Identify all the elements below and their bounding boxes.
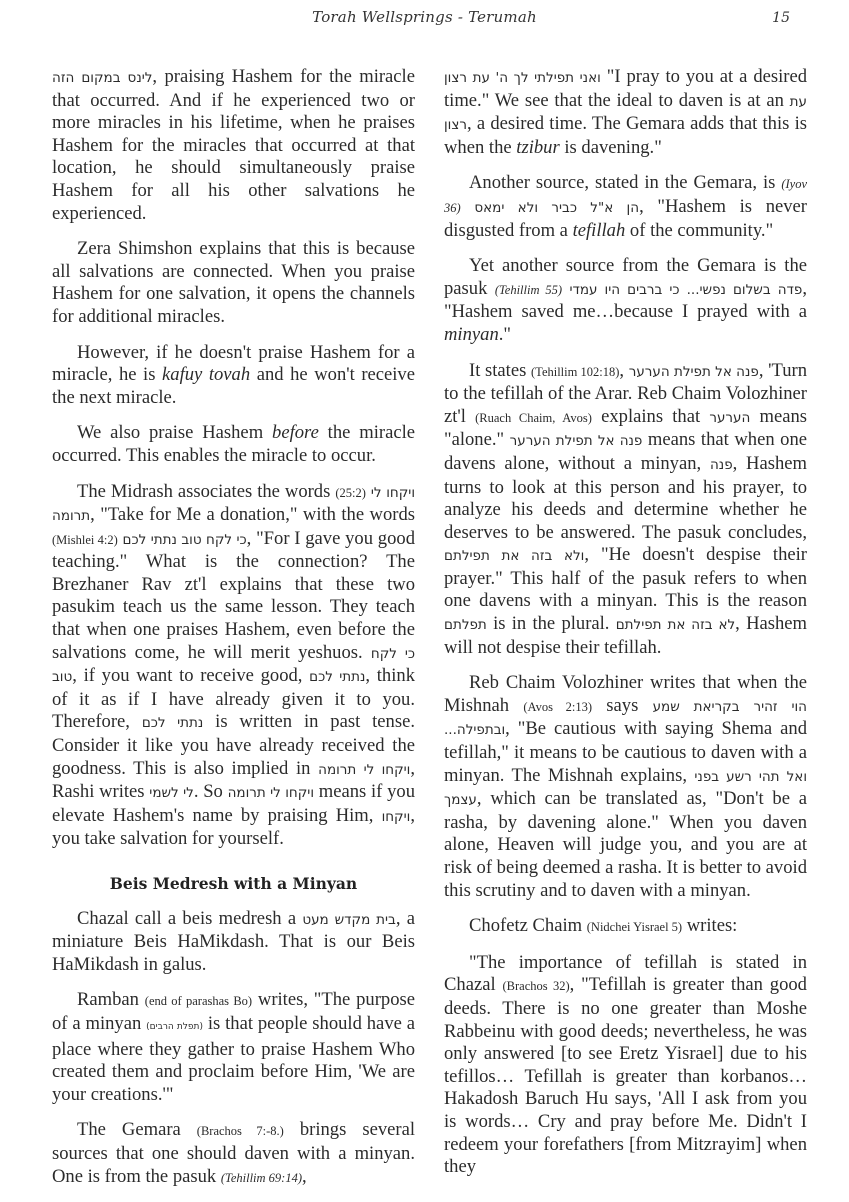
citation: (Brachos 32): [502, 979, 570, 994]
citation: (Tehillim 102:18): [531, 364, 620, 379]
citation: (Mishlei 4:2): [52, 532, 118, 547]
hebrew-text: לינס במקום הזה: [52, 70, 153, 86]
hebrew-text: לא בזה את תפילתם: [615, 617, 736, 634]
citation: (Brachos 7:-8.): [196, 1124, 284, 1139]
paragraph: Reb Chaim Volozhiner writes that when the Mishnah (Avos 2:13) says הוי זהיר בקריאת שמע ובתפילה..., "Be cautious with saying Shema and tefillah," it means to be cautious to daven with a minyan. The Mishnah explains, ואל תהי רשע בפני עצמך, which can be translated as, "Don't be a rasha, by davening alone." When you daven alone, Heaven will judge you, and you are at risk of being deemed a rasha. It is better to avoid this scrutiny and to daven with a minyan.: [444, 672, 807, 901]
hebrew-text: הערער: [709, 409, 751, 426]
citation: (Tehillim 55): [494, 282, 563, 297]
paragraph: The Midrash associates the words (25:2) ויקחו לי תרומה, "Take for Me a donation," with the words (Mishlei 4:2) כי לקח טוב נתתי לכם, "For I gave you good teaching." What is the connection? The Brezhaner Rav zt'l explains that these two pasukim teach us the same lesson. They teach that when one praises Hashem, even before the salvations come, he will merit yeshuos. כי לקח טוב, if you want to receive good, נתתי לכם, think of it as if I have already given it to you. Therefore, נתתי לכם is written in past tense. Consider it like you have already received the goodness. This is also implied in ויקחו לי תרומה, Rashi writes לי לשמי. So ויקחו לי תרומה means if you elevate Hashem's name by praising Him, ויקחו, you take salvation for yourself.: [52, 480, 416, 850]
citation: (Tehillim 69:14): [220, 1170, 303, 1185]
hebrew-text: בית מקדש מעט: [302, 911, 396, 928]
paragraph: Yet another source from the Gemara is the pasuk (Tehillim 55) פדה בשלום נפשי... כי ברבים היו עמדי, "Hashem saved me…because I prayed with a minyan.": [444, 255, 807, 345]
citation: (Avos 2:13): [523, 699, 593, 714]
paragraph: However, if he doesn't praise Hashem for a miracle, he is kafuy tovah and he won't receive the next miracle.: [52, 341, 415, 408]
page-header: [0, 6, 849, 36]
hebrew-text: (תפלת הרבים): [146, 1021, 203, 1032]
section-heading: Beis Medresh with a Minyan: [109, 874, 358, 893]
hebrew-text: פנה אל תפילת הערער: [509, 433, 643, 450]
hebrew-text: ואני תפילתי לך ה' עת רצון: [444, 70, 601, 86]
left-column: [52, 66, 415, 1202]
citation: (Iyov 36): [444, 177, 807, 215]
paragraph: Chazal call a beis medresh a בית מקדש מעט, a miniature Beis HaMikdash. That is our Beis HaMikdash in galus.: [52, 907, 415, 975]
paragraph: The Gemara (Brachos 7:-8.) brings several sources that one should daven with a minyan. One is from the pasuk (Tehillim 69:14),: [52, 1119, 416, 1187]
running-title: Torah Wellsprings - Terumah: [312, 8, 537, 26]
paragraph: לינס במקום הזה, praising Hashem for the miracle that occurred. And if he experienced two or more miracles in his lifetime, when he praises Hashem for the miracles that occurred at that location, he should simultaneously praise Hashem for all his other salvations he experienced.: [52, 66, 415, 224]
paragraph: "The importance of tefillah is stated in Chazal (Brachos 32), "Tefillah is greater than good deeds. There is no one greater than Moshe Rabbeinu with good deeds; nevertheless, he was only answered [to see Eretz Yisrael] due to his tefillos… Tefillah is greater than korbanos… Hakadosh Baruch Hu says, 'All I ask from you is words… Cry and pray before Me. Didn't I redeem your forefathers [from Mitzrayim] when they: [444, 951, 807, 1178]
hebrew-text: ויקחו: [381, 808, 411, 825]
hebrew-text: הוי זהיר בקריאת שמע ובתפילה...: [444, 698, 807, 739]
hebrew-text: ואל תהי רשע בפני עצמך: [444, 768, 807, 809]
hebrew-text: פנה אל תפילת הערער: [628, 363, 759, 380]
hebrew-text: ולא בזה את תפילתם: [444, 548, 585, 565]
citation: (Nidchei Yisrael 5): [586, 920, 683, 935]
hebrew-text: כי לקח טוב נתתי לכם: [122, 531, 247, 548]
hebrew-text: פנה: [709, 456, 733, 473]
hebrew-text: תפלתם: [444, 617, 487, 634]
citation: (end of parashas Bo): [144, 994, 253, 1009]
hebrew-text: פדה בשלום נפשי... כי ברבים היו עמדי: [569, 281, 803, 298]
citation: (25:2): [335, 485, 366, 500]
hebrew-text: נתתי לכם: [141, 715, 204, 732]
paragraph: We also praise Hashem before the miracle occurred. This enables the miracle to occur.: [52, 422, 415, 466]
page-number: 15: [772, 10, 790, 26]
hebrew-text: ויקחו לי תרומה: [227, 785, 314, 802]
paragraph: ואני תפילתי לך ה' עת רצון "I pray to you at a desired time." We see that the ideal to daven is at an עת רצון, a desired time. The Gemara adds that this is when the tzibur is davening.": [444, 66, 808, 158]
hebrew-text: לי לשמי: [149, 785, 194, 802]
paragraph: It states (Tehillim 102:18), פנה אל תפילת הערער, 'Turn to the tefillah of the Arar. Reb Chaim Volozhiner zt'l (Ruach Chaim, Avos) explains that הערער means "alone." פנה אל תפילת הערער means that when one davens alone, without a minyan, פנה, Hashem turns to look at this person and his prayer, to analyze his deeds and determine whether he deserves to be answered. The pasuk concludes, ולא בזה את תפילתם, "He doesn't despise their prayer." This half of the pasuk refers to when one davens with a minyan. This is the reason תפלתם is in the plural. לא בזה את תפילתם, Hashem will not despise their tefillah.: [444, 359, 808, 658]
citation: (Ruach Chaim, Avos): [475, 410, 592, 425]
right-column: [444, 66, 807, 1192]
paragraph: Another source, stated in the Gemara, is (Iyov 36) הן א"ל כביר ולא ימאס, "Hashem is never disgusted from a tefillah of the community.": [444, 172, 807, 241]
hebrew-text: נתתי לכם: [309, 669, 366, 686]
paragraph: Chofetz Chaim (Nidchei Yisrael 5) writes:: [469, 915, 738, 937]
paragraph: Ramban (end of parashas Bo) writes, "The purpose of a minyan (תפלת הרבים) is that people should have a place where they gather to praise Hashem Who created them and proclaim before Him, 'We are your creations.'": [52, 989, 415, 1105]
hebrew-text: עת רצון: [444, 93, 807, 134]
hebrew-text: הן א"ל כביר ולא ימאס: [474, 199, 640, 216]
hebrew-text: כי לקח טוב: [52, 645, 415, 686]
paragraph: Zera Shimshon explains that this is because all salvations are connected. When you praise Hashem for one salvation, it opens the channels for additional miracles.: [52, 238, 415, 327]
hebrew-text: ויקחו לי תרומה: [318, 761, 411, 778]
hebrew-text: ויקחו לי תרומה: [52, 484, 416, 525]
